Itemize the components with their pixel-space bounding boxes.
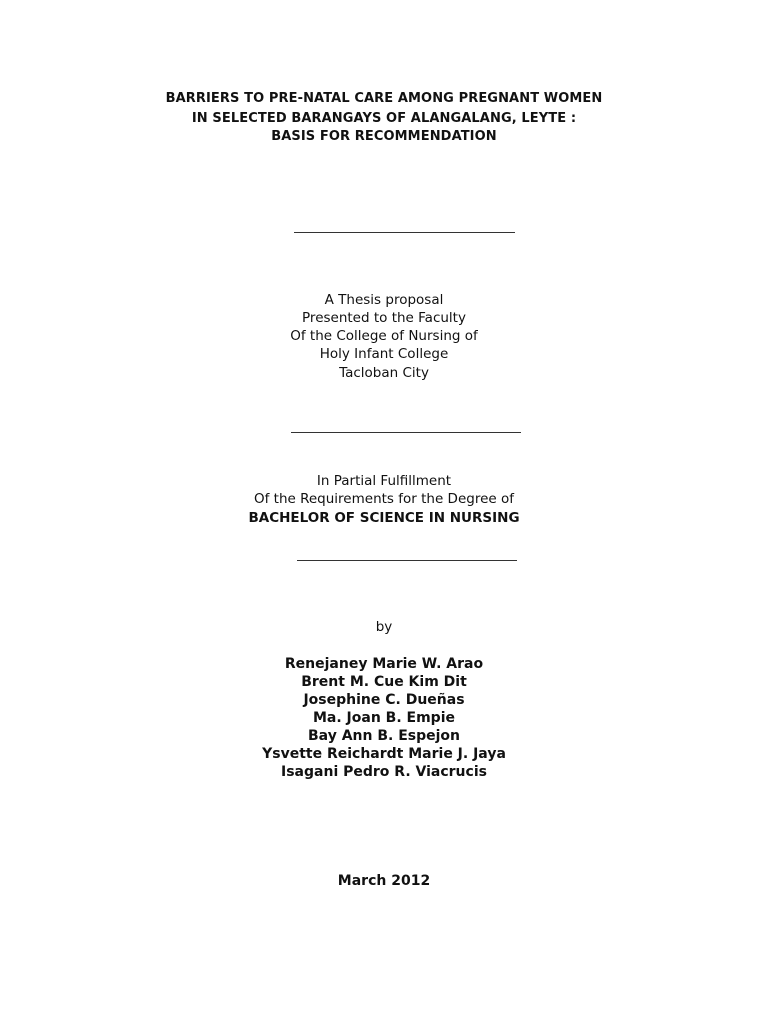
author-name: Brent M. Cue Kim Dit — [301, 674, 467, 690]
author-name: Isagani Pedro R. Viacrucis — [281, 764, 487, 780]
separator-rule-1 — [294, 232, 515, 233]
author-name: Renejaney Marie W. Arao — [284, 656, 484, 672]
author-name: Ma. Joan B. Empie — [312, 710, 456, 726]
author-name: Josephine C. Dueñas — [303, 692, 465, 708]
presentation-line-2: Presented to the Faculty — [302, 310, 466, 326]
author-name: Ysvette Reichardt Marie J. Jaya — [262, 746, 506, 762]
title-line-1: BARRIERS TO PRE-NATAL CARE AMONG PREGNANT WOMEN — [165, 91, 603, 106]
presentation-line-1: A Thesis proposal — [324, 292, 444, 308]
submission-date: March 2012 — [337, 873, 431, 889]
separator-rule-3 — [297, 560, 517, 561]
presentation-line-4: Holy Infant College — [319, 346, 449, 362]
degree-name: BACHELOR OF SCIENCE IN NURSING — [248, 510, 520, 526]
separator-rule-2 — [291, 432, 521, 433]
title-line-3: BASIS FOR RECOMMENDATION — [271, 129, 497, 144]
title-line-2: IN SELECTED BARANGAYS OF ALANGALANG, LEYTE : — [191, 111, 577, 126]
fulfillment-line-1: In Partial Fulfillment — [316, 473, 452, 489]
author-name: Bay Ann B. Espejon — [308, 728, 460, 744]
presentation-line-3: Of the College of Nursing of — [290, 328, 478, 344]
by-label: by — [375, 619, 393, 635]
fulfillment-line-2: Of the Requirements for the Degree of — [253, 491, 514, 507]
presentation-line-5: Tacloban City — [339, 365, 429, 381]
